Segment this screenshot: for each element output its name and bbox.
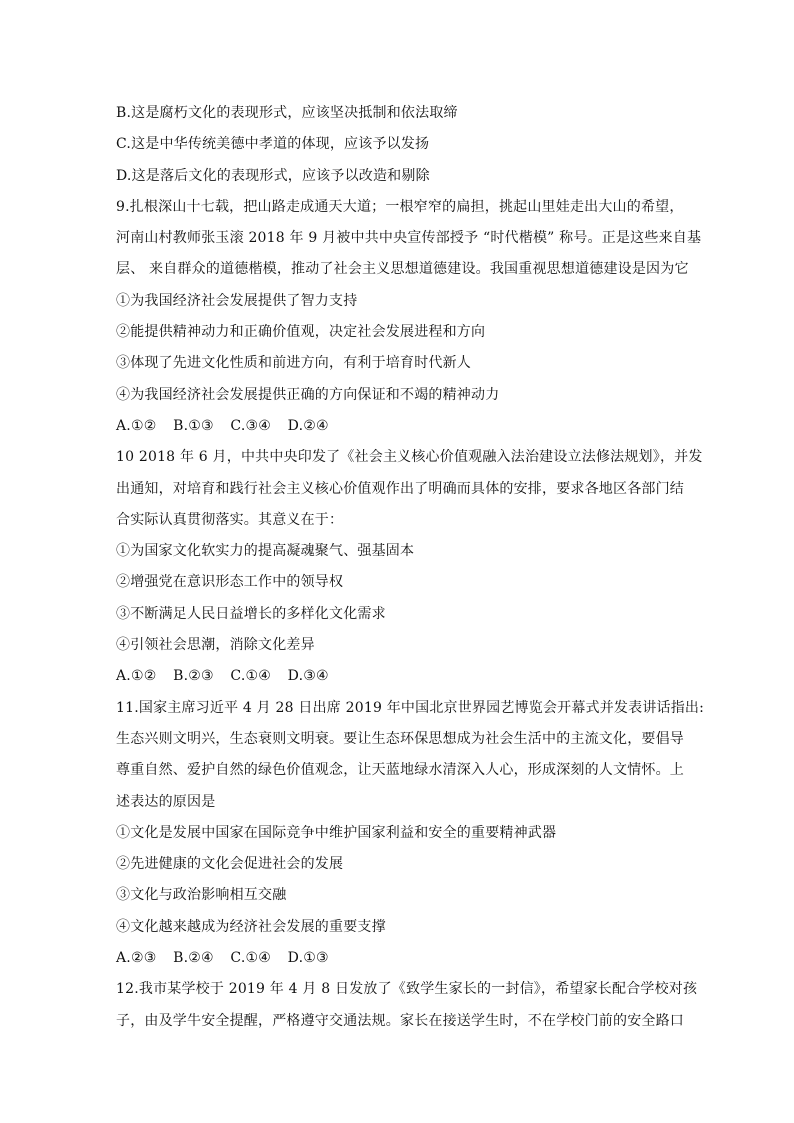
q10-answer-a: A.①② — [116, 668, 157, 685]
q12-stem-line: 12.我市某学校于 2019 年 4 月 8 日发放了《致学生家长的一封信》，希望家长配合学校对孩 — [116, 981, 698, 998]
q11-stem-line: 生态兴则文明兴，生态衰则文明衰。要让生态环保思想成为社会生活中的主流文化，要倡导 — [116, 730, 684, 747]
q9-item-3: ③体现了先进文化性质和前进方向，有利于培育时代新人 — [116, 355, 471, 372]
q10-answer-c: C.①④ — [230, 668, 271, 685]
q9-stem-line: 层、 来自群众的道德楷模，推动了社会主义思想道德建设。我国重视思想道德建设是因为它 — [116, 261, 689, 278]
q9-answer-choices — [116, 411, 686, 442]
q11-answer-d: D.①③ — [287, 950, 329, 967]
q12-stem-line: 子，由及学牛安全提醒，严格遵守交通法规。家长在接送学生时，不在学校门前的安全路口 — [116, 1012, 684, 1029]
q11-answer-choices — [116, 943, 686, 974]
q10-answer-choices — [116, 661, 686, 692]
q10-stem-line: 10 2018 年 6 月，中共中央印发了《社会主义核心价值观融入法治建设立法修法规划》，并发 — [116, 449, 703, 466]
q11-stem-line: 尊重自然、爱护自然的绿色价值观念，让天蓝地绿水清深入人心，形成深刻的人文情怀。上 — [116, 762, 684, 779]
q10-item-4: ④引领社会思潮，消除文化差异 — [116, 637, 315, 654]
q11-answer-c: C.①④ — [230, 950, 271, 967]
q10-stem-line: 出通知，对培育和践行社会主义核心价值观作出了明确而具体的安排，要求各地区各部门结 — [116, 480, 684, 497]
q9-answer-b: B.①③ — [173, 417, 214, 434]
q9-answer-a: A.①② — [116, 417, 157, 434]
q9-item-2: ②能提供精神动力和正确价值观，决定社会发展进程和方向 — [116, 324, 486, 341]
q9-stem-line: 9.扎根深山十七载，把山路走成通天大道；一根窄窄的扁担，挑起山里娃走出大山的希望， — [116, 198, 684, 215]
q10-answer-d: D.③④ — [287, 668, 329, 685]
q9-item-1: ①为我国经济社会发展提供了智力支持 — [116, 292, 358, 309]
q11-item-4: ④文化越来越成为经济社会发展的重要支撑 — [116, 918, 386, 935]
q8-option-b: B.这是腐朽文化的表现形式，应该坚决抵制和依法取缔 — [116, 105, 458, 121]
q10-item-1: ①为国家文化软实力的提高凝魂聚气、强基固本 — [116, 543, 415, 560]
q8-option-d: D.这是落后文化的表现形式，应该予以改造和剔除 — [116, 167, 430, 184]
q8-option-c: C.这是中华传统美德中孝道的体现，应该予以发扬 — [116, 136, 430, 153]
q11-answer-a: A.②③ — [116, 950, 157, 967]
q9-answer-d: D.②④ — [287, 417, 329, 434]
q10-item-3: ③不断满足人民日益增长的多样化文化需求 — [116, 605, 386, 622]
q11-answer-b: B.②④ — [173, 950, 214, 967]
q11-item-2: ②先进健康的文化会促进社会的发展 — [116, 856, 344, 873]
q9-answer-c: C.③④ — [230, 417, 271, 434]
q9-item-4: ④为我国经济社会发展提供正确的方向保证和不竭的精神动力 — [116, 386, 500, 403]
q10-item-2: ②增强党在意识形态工作中的领导权 — [116, 574, 344, 591]
q10-answer-b: B.②③ — [173, 668, 214, 685]
q11-item-1: ①文化是发展中国家在国际竞争中维护国家利益和安全的重要精神武器 — [116, 824, 557, 841]
q10-stem-line: 合实际认真贯彻落实。其意义在于： — [116, 511, 344, 528]
exam-page — [116, 98, 705, 1037]
q11-item-3: ③文化与政治影响相互交融 — [116, 887, 287, 904]
q11-stem-line: 述表达的原因是 — [116, 793, 216, 810]
q11-stem-line: 11.国家主席习近平 4 月 28 日出席 2019 年中国北京世界园艺博览会开幕式并发表讲话指出: — [116, 699, 705, 716]
q9-stem-line: 河南山村教师张玉滚 2018 年 9 月被中共中央宣传部授予 “时代楷模” 称号。正是这些来自基 — [116, 230, 702, 247]
